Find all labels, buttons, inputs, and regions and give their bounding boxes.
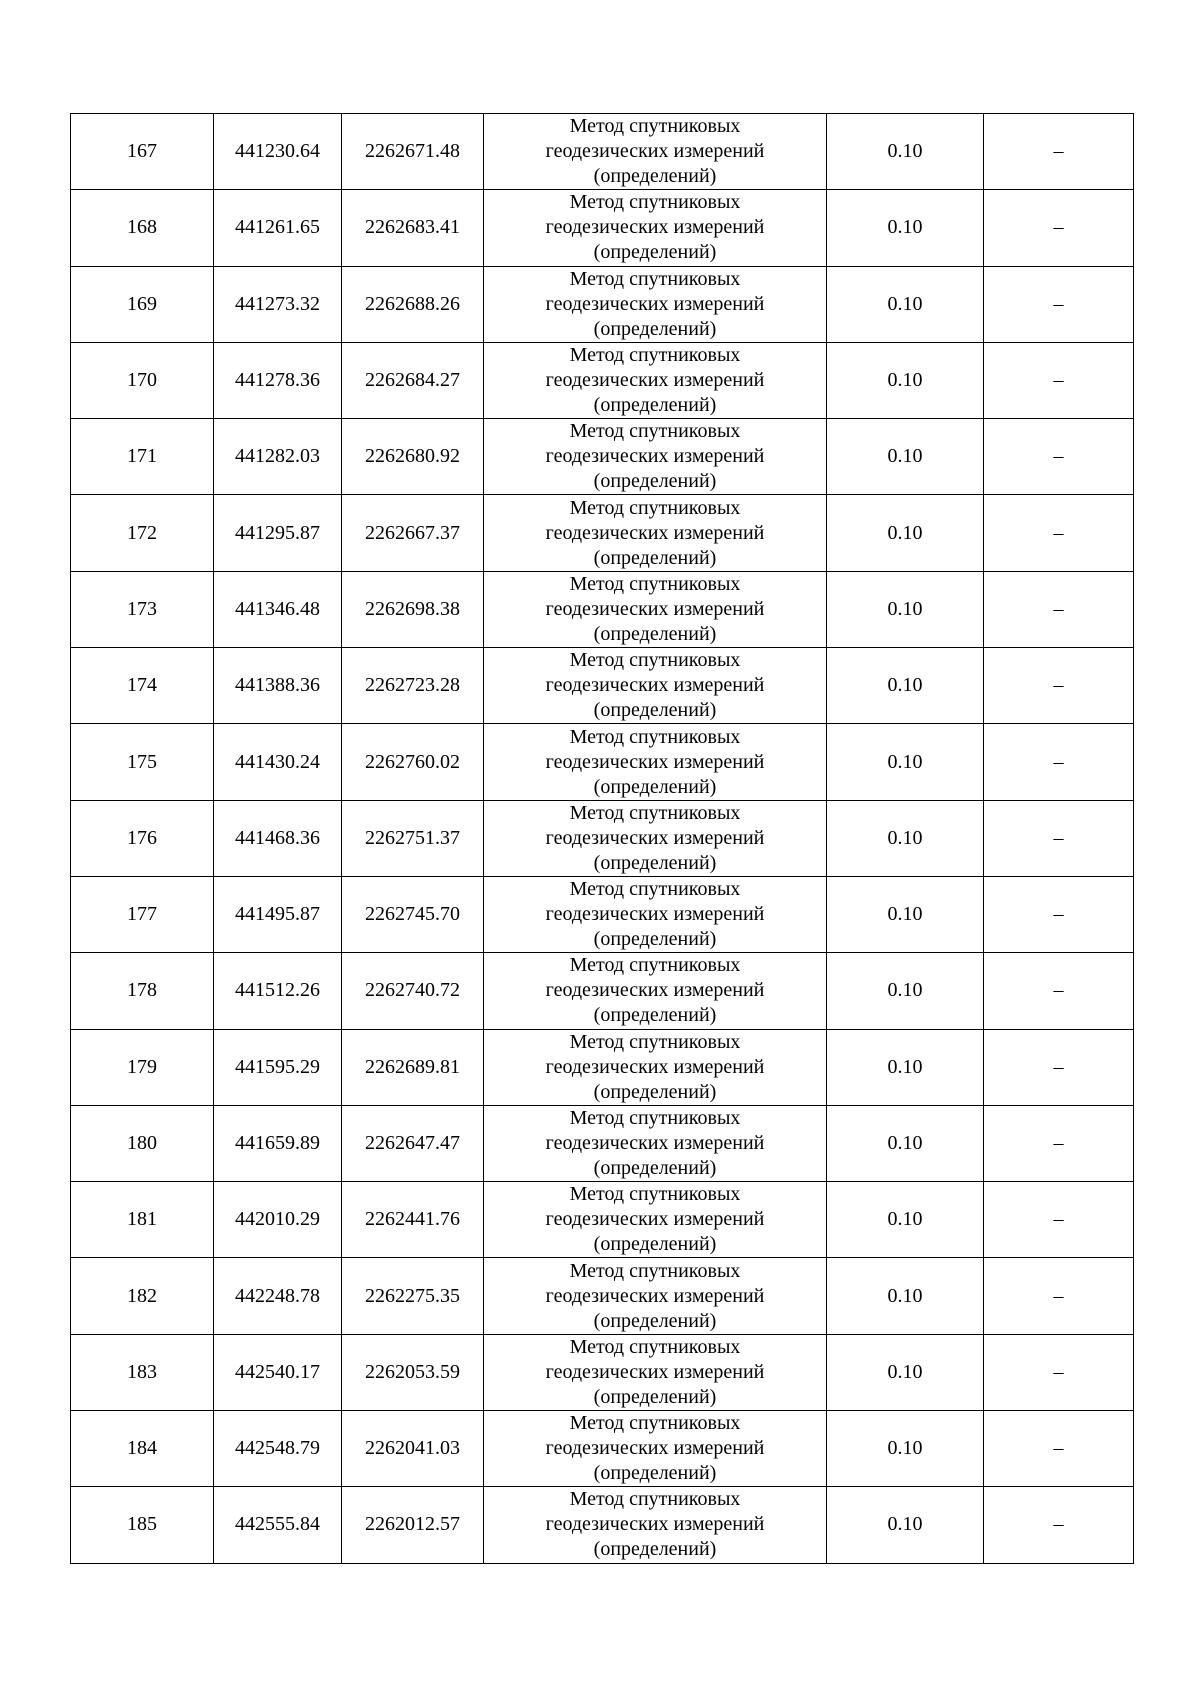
y-coordinate-cell: 2262683.41 [342,190,484,266]
point-number-cell: 176 [71,800,214,876]
x-coordinate-cell: 442248.78 [214,1258,342,1334]
table-row [71,114,1134,190]
accuracy-cell: 0.10 [827,1487,984,1563]
method-text-line: (определений) [593,622,717,645]
table-row [71,190,1134,266]
method-text-line: Метод спутниковых [569,191,741,214]
x-coordinate-cell: 441282.03 [214,419,342,495]
method-text-line: Метод спутниковых [569,1259,741,1282]
point-number-cell: 183 [71,1334,214,1410]
note-cell: – [984,571,1134,647]
note-cell: – [984,800,1134,876]
y-coordinate-cell: 2262012.57 [342,1487,484,1563]
table-row [71,419,1134,495]
point-number-cell: 184 [71,1411,214,1487]
table-row [71,953,1134,1029]
method-text-line: Метод спутниковых [569,1488,741,1511]
point-number-cell: 180 [71,1105,214,1181]
accuracy-cell: 0.10 [827,190,984,266]
method-text-line: (определений) [593,165,717,188]
method-text-line: геодезических измерений [545,1208,765,1231]
point-number-cell: 181 [71,1182,214,1258]
point-number-cell: 178 [71,953,214,1029]
method-text-line: (определений) [593,928,717,951]
method-text-line: Метод спутниковых [569,496,741,519]
table-row [71,724,1134,800]
point-number-cell: 170 [71,342,214,418]
method-text-line: геодезических измерений [545,1284,765,1307]
x-coordinate-cell: 441261.65 [214,190,342,266]
y-coordinate-cell: 2262680.92 [342,419,484,495]
accuracy-cell: 0.10 [827,800,984,876]
y-coordinate-cell: 2262689.81 [342,1029,484,1105]
accuracy-cell: 0.10 [827,724,984,800]
point-number-cell: 174 [71,648,214,724]
method-text-line: Метод спутниковых [569,1412,741,1435]
table-row [71,1182,1134,1258]
note-cell: – [984,1258,1134,1334]
y-coordinate-cell: 2262698.38 [342,571,484,647]
method-text-line: (определений) [593,394,717,417]
accuracy-cell: 0.10 [827,1182,984,1258]
y-coordinate-cell: 2262723.28 [342,648,484,724]
method-text-line: геодезических измерений [545,292,765,315]
method-text-line: Метод спутниковых [569,115,741,138]
point-number-cell: 172 [71,495,214,571]
note-cell: – [984,419,1134,495]
method-text-line: геодезических измерений [545,521,765,544]
accuracy-cell: 0.10 [827,419,984,495]
method-text-line: геодезических измерений [545,1437,765,1460]
y-coordinate-cell: 2262760.02 [342,724,484,800]
note-cell: – [984,1105,1134,1181]
method-text-line: (определений) [593,1385,717,1408]
note-cell: – [984,648,1134,724]
method-text-line: (определений) [593,1462,717,1485]
table-row [71,495,1134,571]
table-row [71,1029,1134,1105]
method-cell [484,1487,827,1563]
method-text-line: геодезических измерений [545,903,765,926]
x-coordinate-cell: 441495.87 [214,876,342,952]
note-cell: – [984,114,1134,190]
point-number-cell: 177 [71,876,214,952]
method-text-line: Метод спутниковых [569,725,741,748]
accuracy-cell: 0.10 [827,1029,984,1105]
point-number-cell: 182 [71,1258,214,1334]
method-text-line: (определений) [593,851,717,874]
note-cell: – [984,266,1134,342]
accuracy-cell: 0.10 [827,953,984,1029]
point-number-cell: 185 [71,1487,214,1563]
method-cell [484,1258,827,1334]
note-cell: – [984,1411,1134,1487]
method-text-line: Метод спутниковых [569,1030,741,1053]
x-coordinate-cell: 441659.89 [214,1105,342,1181]
method-cell [484,876,827,952]
note-cell: – [984,495,1134,571]
method-text-line: Метод спутниковых [569,878,741,901]
x-coordinate-cell: 442540.17 [214,1334,342,1410]
y-coordinate-cell: 2262684.27 [342,342,484,418]
method-text-line: Метод спутниковых [569,420,741,443]
note-cell: – [984,953,1134,1029]
method-cell [484,724,827,800]
x-coordinate-cell: 441295.87 [214,495,342,571]
y-coordinate-cell: 2262053.59 [342,1334,484,1410]
accuracy-cell: 0.10 [827,495,984,571]
method-text-line: Метод спутниковых [569,572,741,595]
table-row [71,1411,1134,1487]
accuracy-cell: 0.10 [827,876,984,952]
accuracy-cell: 0.10 [827,648,984,724]
method-cell [484,114,827,190]
x-coordinate-cell: 441388.36 [214,648,342,724]
table-row [71,266,1134,342]
point-number-cell: 171 [71,419,214,495]
method-text-line: (определений) [593,241,717,264]
table-row [71,1334,1134,1410]
method-cell [484,571,827,647]
x-coordinate-cell: 442555.84 [214,1487,342,1563]
method-text-line: (определений) [593,1538,717,1561]
method-text-line: геодезических измерений [545,979,765,1002]
accuracy-cell: 0.10 [827,1105,984,1181]
method-text-line: Метод спутниковых [569,267,741,290]
table-row [71,342,1134,418]
method-text-line: геодезических измерений [545,140,765,163]
method-text-line: (определений) [593,1080,717,1103]
note-cell: – [984,1487,1134,1563]
point-number-cell: 169 [71,266,214,342]
method-cell [484,648,827,724]
method-text-line: геодезических измерений [545,597,765,620]
method-text-line: Метод спутниковых [569,1335,741,1358]
method-cell [484,190,827,266]
method-cell [484,1105,827,1181]
note-cell: – [984,1334,1134,1410]
method-text-line: (определений) [593,470,717,493]
accuracy-cell: 0.10 [827,266,984,342]
method-text-line: (определений) [593,699,717,722]
method-text-line: геодезических измерений [545,1055,765,1078]
method-text-line: геодезических измерений [545,750,765,773]
x-coordinate-cell: 441230.64 [214,114,342,190]
y-coordinate-cell: 2262745.70 [342,876,484,952]
y-coordinate-cell: 2262671.48 [342,114,484,190]
table-row [71,800,1134,876]
y-coordinate-cell: 2262667.37 [342,495,484,571]
note-cell: – [984,1029,1134,1105]
method-text-line: (определений) [593,775,717,798]
method-text-line: геодезических измерений [545,826,765,849]
method-cell [484,419,827,495]
x-coordinate-cell: 441273.32 [214,266,342,342]
method-text-line: (определений) [593,317,717,340]
method-cell [484,800,827,876]
method-text-line: (определений) [593,1157,717,1179]
table-row [71,1105,1134,1181]
y-coordinate-cell: 2262751.37 [342,800,484,876]
point-number-cell: 175 [71,724,214,800]
method-text-line: геодезических измерений [545,1513,765,1536]
point-number-cell: 168 [71,190,214,266]
x-coordinate-cell: 441278.36 [214,342,342,418]
method-text-line: Метод спутниковых [569,649,741,672]
method-text-line: геодезических измерений [545,216,765,239]
accuracy-cell: 0.10 [827,1411,984,1487]
y-coordinate-cell: 2262647.47 [342,1105,484,1181]
point-number-cell: 179 [71,1029,214,1105]
note-cell: – [984,876,1134,952]
x-coordinate-cell: 442548.79 [214,1411,342,1487]
method-text-line: геодезических измерений [545,369,765,392]
method-text-line: геодезических измерений [545,1360,765,1383]
method-text-line: (определений) [593,1004,717,1027]
method-text-line: Метод спутниковых [569,954,741,977]
accuracy-cell: 0.10 [827,1334,984,1410]
method-text-line: (определений) [593,1233,717,1256]
table-row [71,1258,1134,1334]
accuracy-cell: 0.10 [827,1258,984,1334]
method-text-line: (определений) [593,546,717,569]
x-coordinate-cell: 441512.26 [214,953,342,1029]
y-coordinate-cell: 2262275.35 [342,1258,484,1334]
method-cell [484,1334,827,1410]
table-row [71,1487,1134,1563]
method-text-line: геодезических измерений [545,674,765,697]
method-text-line: геодезических измерений [545,1132,765,1154]
table-body [71,114,1134,1564]
x-coordinate-cell: 441430.24 [214,724,342,800]
method-text-line: Метод спутниковых [569,344,741,367]
method-cell [484,342,827,418]
accuracy-cell: 0.10 [827,571,984,647]
method-cell [484,1029,827,1105]
method-cell [484,1411,827,1487]
table-row [71,876,1134,952]
x-coordinate-cell: 441346.48 [214,571,342,647]
y-coordinate-cell: 2262041.03 [342,1411,484,1487]
method-text-line: Метод спутниковых [569,1183,741,1206]
y-coordinate-cell: 2262441.76 [342,1182,484,1258]
point-number-cell: 167 [71,114,214,190]
table-row [71,571,1134,647]
method-text-line: геодезических измерений [545,445,765,468]
note-cell: – [984,1182,1134,1258]
method-cell [484,495,827,571]
method-text-line: Метод спутниковых [569,1107,741,1129]
table-row [71,648,1134,724]
y-coordinate-cell: 2262740.72 [342,953,484,1029]
y-coordinate-cell: 2262688.26 [342,266,484,342]
point-number-cell: 173 [71,571,214,647]
x-coordinate-cell: 442010.29 [214,1182,342,1258]
method-cell [484,266,827,342]
method-cell [484,1182,827,1258]
coordinates-table [70,113,1134,1564]
accuracy-cell: 0.10 [827,114,984,190]
note-cell: – [984,190,1134,266]
method-cell [484,953,827,1029]
method-text-line: (определений) [593,1309,717,1332]
note-cell: – [984,724,1134,800]
x-coordinate-cell: 441468.36 [214,800,342,876]
method-text-line: Метод спутниковых [569,801,741,824]
note-cell: – [984,342,1134,418]
accuracy-cell: 0.10 [827,342,984,418]
x-coordinate-cell: 441595.29 [214,1029,342,1105]
